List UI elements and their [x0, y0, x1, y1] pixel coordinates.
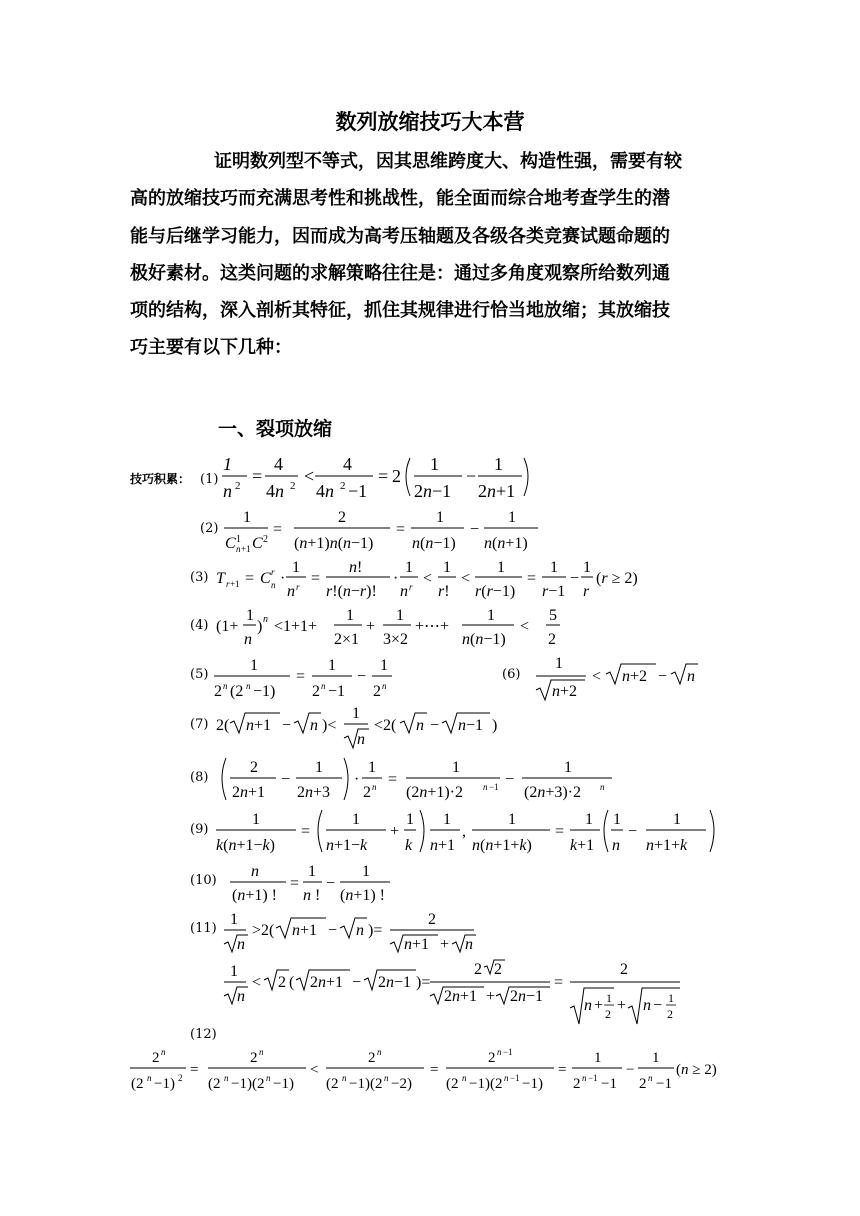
- svg-text:·: ·: [280, 570, 286, 587]
- svg-text:n: n: [266, 1073, 271, 1083]
- svg-text:n !: n !: [303, 887, 321, 904]
- svg-text:n(n−1): n(n−1): [462, 631, 506, 648]
- svg-text:1: 1: [308, 863, 316, 880]
- svg-text:2: 2: [392, 466, 401, 486]
- svg-text:2: 2: [263, 534, 268, 545]
- svg-text:1: 1: [497, 559, 505, 576]
- svg-text:n: n: [600, 782, 605, 792]
- svg-text:(2: (2: [326, 1076, 339, 1092]
- svg-text:·: ·: [354, 771, 360, 788]
- svg-text:1: 1: [583, 559, 591, 576]
- item-label-7: (7): [190, 717, 209, 732]
- svg-text:n+1+k: n+1+k: [646, 837, 688, 854]
- item-label-5: (5): [190, 667, 209, 682]
- svg-text:=: =: [273, 521, 283, 538]
- svg-text:C: C: [225, 535, 236, 552]
- svg-text:n(n−1): n(n−1): [412, 535, 456, 552]
- svg-text:2: 2: [250, 1050, 258, 1066]
- tips-label: 技巧积累：: [130, 472, 191, 486]
- svg-text:n: n: [648, 1073, 653, 1083]
- svg-text:n: n: [612, 837, 620, 854]
- svg-text:−1: −1: [503, 1047, 513, 1057]
- svg-text:2: 2: [573, 1076, 581, 1092]
- svg-text:n: n: [321, 681, 326, 691]
- svg-text:+: +: [486, 988, 496, 1005]
- formula-12: [130, 1047, 717, 1092]
- svg-text:r: r: [409, 582, 413, 592]
- svg-text:1: 1: [396, 607, 404, 624]
- svg-text:n: n: [237, 988, 245, 1005]
- intro-line: 高的放缩技巧而充满思考性和挑战性，能全面而综合地考查学生的潜: [130, 188, 670, 210]
- svg-text:−: −: [430, 717, 440, 734]
- svg-text:n+1: n+1: [246, 717, 272, 734]
- svg-text:2(: 2(: [216, 717, 230, 734]
- svg-text:+: +: [440, 936, 450, 953]
- svg-text:−: −: [357, 668, 367, 685]
- svg-text:1: 1: [352, 705, 360, 722]
- svg-text:·: ·: [393, 570, 399, 587]
- svg-text:1: 1: [362, 863, 370, 880]
- svg-text:1: 1: [443, 559, 451, 576]
- svg-text:n: n: [687, 668, 695, 685]
- svg-text:=: =: [555, 823, 565, 840]
- svg-text:1: 1: [243, 509, 251, 526]
- svg-text:1: 1: [564, 759, 572, 776]
- svg-text:n: n: [251, 863, 259, 880]
- svg-text:): ): [492, 717, 498, 734]
- svg-text:n: n: [377, 1047, 382, 1057]
- svg-text:−: −: [466, 466, 477, 486]
- svg-text:r: r: [271, 567, 275, 577]
- svg-text:1: 1: [555, 655, 563, 672]
- svg-text:r: r: [583, 583, 590, 600]
- svg-text:−1): −1): [273, 1076, 294, 1092]
- svg-text:1: 1: [346, 607, 354, 624]
- section-heading: 一、裂项放缩: [218, 418, 333, 440]
- svg-text:n: n: [357, 731, 365, 748]
- formula-3: [216, 559, 638, 600]
- svg-text:4n: 4n: [316, 481, 334, 501]
- item-label-1: (1): [200, 472, 219, 487]
- formula-9: [216, 810, 714, 854]
- svg-text:n: n: [246, 681, 251, 691]
- svg-text:2n+1: 2n+1: [310, 974, 344, 991]
- svg-text:−1)(2: −1)(2: [349, 1076, 383, 1092]
- svg-text:(2: (2: [208, 1076, 221, 1092]
- item-label-4: (4): [190, 618, 209, 633]
- svg-text:n: n: [643, 997, 651, 1014]
- svg-text:5: 5: [549, 607, 557, 624]
- intro-line: 能与后继学习能力，因而成为高考压轴题及各级各类竞赛试题命题的: [130, 225, 670, 247]
- item-label-2: (2): [200, 521, 219, 536]
- svg-text:1: 1: [223, 454, 232, 474]
- svg-text:4n: 4n: [266, 481, 284, 501]
- svg-text:=: =: [245, 570, 255, 587]
- svg-text:n: n: [224, 1073, 229, 1083]
- svg-text:n: n: [310, 717, 318, 734]
- svg-text:C: C: [252, 535, 263, 552]
- svg-text:=: =: [301, 823, 311, 840]
- svg-text:r−1: r−1: [542, 583, 566, 600]
- svg-text:2: 2: [667, 1007, 673, 1021]
- svg-text:=: =: [527, 570, 537, 587]
- svg-text:r: r: [296, 582, 300, 592]
- svg-text:−: −: [328, 922, 338, 939]
- intro-line: 证明数列型不等式，因其思维跨度大、构造性强，需要有较: [214, 151, 682, 172]
- svg-text:k(n+1−k): k(n+1−k): [216, 837, 275, 854]
- svg-text:=: =: [296, 668, 306, 685]
- svg-text:n(n+1+k): n(n+1+k): [472, 837, 532, 854]
- svg-text:−: −: [653, 997, 663, 1014]
- svg-text:k+1: k+1: [570, 837, 595, 854]
- svg-text:2: 2: [474, 961, 482, 978]
- svg-text:2×1: 2×1: [334, 631, 360, 648]
- svg-text:1: 1: [380, 657, 388, 674]
- svg-text:n: n: [356, 922, 364, 939]
- svg-text:2n+1: 2n+1: [478, 481, 516, 501]
- svg-text:n: n: [259, 1047, 264, 1057]
- svg-text:n: n: [462, 1073, 467, 1083]
- svg-text:=: =: [396, 521, 406, 538]
- svg-text:(n+1) !: (n+1) !: [232, 887, 278, 904]
- svg-text:n+1−k: n+1−k: [326, 837, 368, 854]
- item-label-3: (3): [190, 570, 209, 585]
- svg-text:−1)(2: −1)(2: [231, 1076, 265, 1092]
- item-label-8: (8): [190, 770, 209, 785]
- svg-text:=: =: [430, 1062, 439, 1078]
- svg-text:1: 1: [585, 811, 593, 828]
- formula-7: [216, 705, 497, 748]
- svg-text:1: 1: [292, 559, 300, 576]
- svg-text:(: (: [289, 974, 295, 991]
- svg-text:<: <: [592, 668, 602, 685]
- svg-text:=: =: [190, 1062, 199, 1078]
- svg-text:1: 1: [508, 811, 516, 828]
- svg-text:+⋯+: +⋯+: [415, 618, 450, 635]
- svg-text:1: 1: [436, 509, 444, 526]
- svg-text:n+2: n+2: [622, 668, 648, 685]
- svg-text:−: −: [470, 521, 480, 538]
- formula-5: [214, 657, 392, 700]
- intro-line: 项的结构，深入剖析其特征，抓住其规律进行恰当地放缩；其放缩技: [130, 300, 670, 322]
- svg-text:n: n: [465, 936, 473, 953]
- item-label-10: (10): [190, 873, 217, 888]
- svg-text:n: n: [384, 1073, 389, 1083]
- svg-text:<2(: <2(: [374, 717, 397, 734]
- svg-text:−1: −1: [489, 782, 499, 792]
- svg-text:n: n: [416, 717, 424, 734]
- svg-text:2: 2: [235, 480, 241, 492]
- svg-text:n+1: n+1: [292, 922, 318, 939]
- svg-text:2: 2: [548, 631, 556, 648]
- svg-text:n: n: [400, 583, 408, 600]
- svg-text:1: 1: [443, 811, 451, 828]
- svg-text:n: n: [147, 1073, 152, 1083]
- svg-text:r!(n−r)!: r!(n−r)!: [326, 583, 377, 600]
- svg-text:1: 1: [594, 1050, 602, 1066]
- svg-text:2: 2: [639, 1076, 647, 1092]
- svg-text:(r ≥ 2): (r ≥ 2): [596, 570, 638, 587]
- formula-11b: [224, 960, 680, 1024]
- svg-text:2: 2: [312, 683, 320, 700]
- svg-text:k: k: [405, 837, 413, 854]
- svg-text:n(n+1): n(n+1): [484, 535, 528, 552]
- svg-text:2n−1: 2n−1: [414, 481, 452, 501]
- svg-text:(n ≥ 2): (n ≥ 2): [676, 1062, 717, 1078]
- svg-text:C: C: [260, 570, 271, 587]
- svg-text:2: 2: [363, 784, 371, 801]
- svg-text:)=: )=: [416, 974, 431, 991]
- formula-11a: [224, 911, 476, 953]
- svg-text:n: n: [504, 1073, 509, 1083]
- svg-text:<: <: [461, 570, 471, 587]
- svg-text:−: −: [570, 570, 580, 587]
- svg-text:(1+: (1+: [216, 618, 239, 635]
- svg-text:+: +: [594, 997, 604, 1014]
- svg-text:2: 2: [178, 1073, 183, 1083]
- svg-text:2n+3: 2n+3: [297, 784, 331, 801]
- svg-text:2: 2: [488, 1050, 496, 1066]
- svg-text:−: −: [505, 771, 515, 788]
- item-label-12: (12): [190, 1027, 217, 1042]
- svg-text:1: 1: [550, 559, 558, 576]
- svg-text:n: n: [584, 997, 592, 1014]
- svg-text:<: <: [423, 570, 433, 587]
- item-label-6: (6): [502, 667, 521, 682]
- svg-text:2: 2: [368, 1050, 376, 1066]
- svg-text:2: 2: [605, 1007, 611, 1021]
- svg-text:1: 1: [236, 534, 241, 545]
- svg-text:1: 1: [508, 509, 516, 526]
- svg-text:1: 1: [252, 811, 260, 828]
- svg-text:T: T: [216, 570, 225, 587]
- formula-4: [216, 607, 560, 648]
- svg-text:n: n: [372, 782, 377, 792]
- svg-text:1: 1: [328, 657, 336, 674]
- intro-line: 巧主要有以下几种：: [130, 337, 292, 359]
- formula-8: [222, 758, 612, 801]
- svg-text:r(r−1): r(r−1): [475, 583, 516, 600]
- svg-text:1: 1: [352, 811, 360, 828]
- formula-1: [222, 454, 528, 501]
- svg-text:4: 4: [274, 454, 283, 474]
- svg-text:1: 1: [668, 991, 674, 1005]
- svg-text:4: 4: [343, 454, 352, 474]
- svg-text:1: 1: [452, 759, 460, 776]
- svg-text:−1: −1: [328, 683, 346, 700]
- svg-text:−: −: [281, 771, 291, 788]
- svg-text:2: 2: [250, 759, 258, 776]
- svg-text:2: 2: [620, 961, 628, 978]
- svg-text:−1: −1: [348, 481, 368, 501]
- svg-text:−1: −1: [510, 1073, 520, 1083]
- svg-text:3×2: 3×2: [383, 631, 409, 648]
- svg-text:n: n: [223, 481, 232, 501]
- svg-text:n: n: [271, 580, 276, 590]
- svg-text:n: n: [244, 631, 252, 648]
- svg-text:n: n: [287, 583, 295, 600]
- svg-text:=: =: [554, 974, 564, 991]
- svg-text:1: 1: [430, 454, 439, 474]
- svg-text:−1): −1): [154, 1076, 175, 1092]
- svg-text:<1+1+: <1+1+: [274, 618, 318, 635]
- svg-text:=: =: [378, 466, 389, 486]
- svg-text:1: 1: [405, 559, 413, 576]
- svg-text:−1: −1: [601, 1076, 617, 1092]
- svg-text:2: 2: [214, 683, 222, 700]
- svg-text:2: 2: [290, 480, 296, 492]
- svg-text:1: 1: [606, 991, 612, 1005]
- svg-text:+: +: [617, 997, 627, 1014]
- svg-text:2: 2: [428, 911, 436, 928]
- svg-text:(2: (2: [230, 683, 244, 700]
- svg-text:2n+1: 2n+1: [444, 988, 478, 1005]
- svg-text:=: =: [558, 1062, 567, 1078]
- svg-text:−: −: [326, 875, 336, 892]
- svg-text:<: <: [304, 466, 315, 486]
- svg-text:=: =: [290, 875, 300, 892]
- svg-text:2: 2: [340, 480, 346, 492]
- svg-text:n+2: n+2: [552, 683, 578, 700]
- svg-text:n: n: [263, 614, 268, 625]
- svg-text:)=: )=: [368, 922, 383, 939]
- svg-text:+: +: [390, 823, 400, 840]
- svg-text:−1: −1: [588, 1073, 598, 1083]
- svg-text:2n−1: 2n−1: [378, 974, 412, 991]
- svg-text:1: 1: [368, 759, 376, 776]
- svg-text:1: 1: [494, 454, 503, 474]
- svg-text:<: <: [310, 1062, 319, 1078]
- svg-text:2n−1: 2n−1: [510, 988, 544, 1005]
- svg-text:(2n+3)·2: (2n+3)·2: [524, 784, 582, 801]
- svg-text:n+1: n+1: [430, 837, 456, 854]
- svg-text:−1: −1: [656, 1076, 672, 1092]
- svg-text:−: −: [282, 717, 292, 734]
- svg-text:n!: n!: [349, 559, 363, 576]
- svg-text:n: n: [161, 1047, 166, 1057]
- svg-text:1: 1: [652, 1050, 660, 1066]
- svg-text:2n+1: 2n+1: [232, 784, 266, 801]
- svg-text:−: −: [352, 974, 362, 991]
- svg-text:1: 1: [673, 811, 681, 828]
- item-label-9: (9): [190, 822, 209, 837]
- svg-text:=: =: [311, 570, 321, 587]
- svg-text:n: n: [382, 681, 387, 691]
- svg-text:1: 1: [230, 963, 238, 980]
- svg-text:n: n: [342, 1073, 347, 1083]
- svg-text:−1): −1): [253, 683, 276, 700]
- svg-text:1: 1: [613, 811, 621, 828]
- svg-text:−1): −1): [522, 1076, 543, 1092]
- svg-text:2: 2: [494, 961, 502, 978]
- svg-text:1: 1: [246, 607, 254, 624]
- svg-text:1: 1: [315, 759, 323, 776]
- svg-text:>2(: >2(: [252, 922, 275, 939]
- svg-text:(n+1)n(n−1): (n+1)n(n−1): [294, 535, 374, 552]
- svg-text:2: 2: [373, 683, 381, 700]
- svg-text:=: =: [252, 466, 263, 486]
- svg-text:=: =: [388, 771, 398, 788]
- svg-text:n: n: [237, 936, 245, 953]
- svg-text:(n+1) !: (n+1) !: [340, 887, 386, 904]
- svg-text:<: <: [252, 974, 262, 991]
- svg-text:−2): −2): [391, 1076, 412, 1092]
- svg-text:)<: )<: [322, 717, 337, 734]
- svg-text:n−1: n−1: [458, 717, 484, 734]
- svg-text:n: n: [582, 1073, 587, 1083]
- svg-text:2: 2: [152, 1050, 160, 1066]
- page-title: 数列放缩技巧大本营: [335, 110, 525, 134]
- svg-text:−1)(2: −1)(2: [469, 1076, 503, 1092]
- svg-text:(2n+1)·2: (2n+1)·2: [406, 784, 464, 801]
- svg-text:+1: +1: [230, 579, 240, 589]
- svg-text:n: n: [223, 681, 228, 691]
- svg-text:r!: r!: [438, 583, 450, 600]
- svg-text:−: −: [626, 1062, 635, 1078]
- intro-line: 极好素材。这类问题的求解策略往往是：通过多角度观察所给数列通: [130, 262, 670, 284]
- svg-text:−: −: [658, 668, 668, 685]
- svg-text:(2: (2: [446, 1076, 459, 1092]
- item-label-11: (11): [190, 921, 217, 936]
- formula-10: [230, 863, 390, 904]
- svg-text:n: n: [497, 1047, 502, 1057]
- svg-text:,: ,: [462, 823, 466, 840]
- svg-text:n: n: [236, 544, 241, 554]
- svg-text:n: n: [483, 782, 488, 792]
- svg-text:(2: (2: [131, 1076, 144, 1092]
- svg-text:r: r: [226, 579, 230, 589]
- svg-text:1: 1: [487, 607, 495, 624]
- svg-text:1: 1: [406, 811, 414, 828]
- formula-2: [224, 509, 538, 554]
- svg-text:): ): [257, 618, 263, 635]
- svg-text:<: <: [520, 618, 530, 635]
- svg-text:+: +: [366, 618, 376, 635]
- svg-text:2: 2: [278, 974, 286, 991]
- formula-6: [536, 655, 698, 700]
- svg-text:1: 1: [250, 657, 258, 674]
- svg-text:2: 2: [338, 509, 346, 526]
- svg-text:−: −: [628, 823, 638, 840]
- svg-text:+1: +1: [241, 544, 251, 554]
- svg-text:1: 1: [230, 911, 238, 928]
- svg-text:n+1: n+1: [404, 936, 430, 953]
